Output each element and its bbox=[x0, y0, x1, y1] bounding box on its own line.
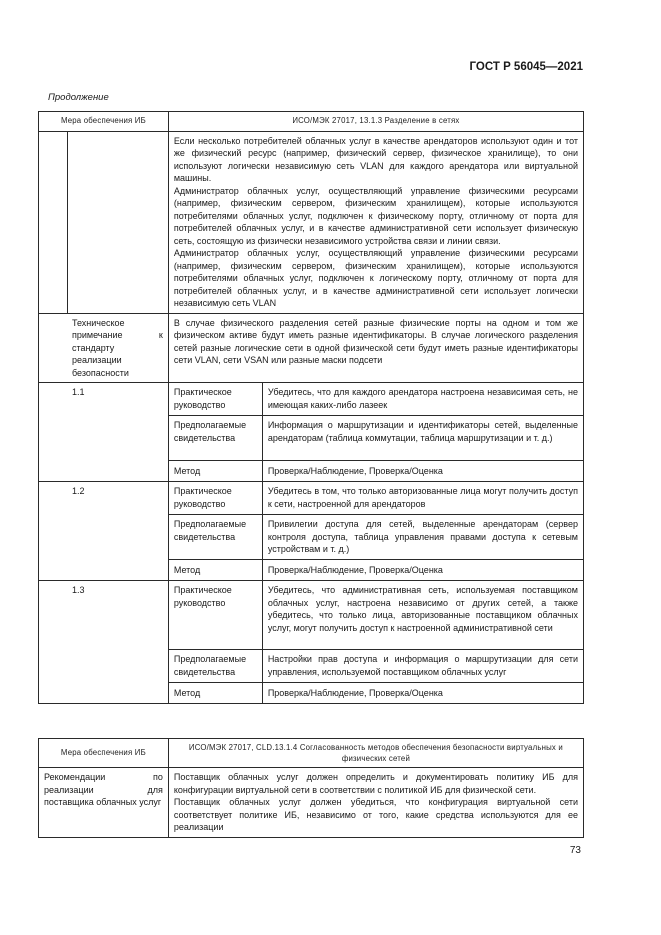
row-text: Убедитесь, что административная сеть, используемая поставщиком облачных услуг, настроена независимо от других сетей, а также убедитесь, что только лица, авторизованные поставщиком облачных услуг, могут получить доступ к настроенной административной сети bbox=[262, 581, 583, 650]
recommendation-paragraph: Поставщик облачных услуг должен определить и документировать политику ИБ для конфигурации виртуальной сети в соответствии с политикой ИБ для физической сети. bbox=[173, 772, 578, 795]
table2-header-measure: Мера обеспечения ИБ bbox=[39, 739, 169, 768]
row-text: Убедитесь, что для каждого арендатора настроена независимая сеть, не имеющая каких-либо лазеек bbox=[262, 383, 583, 416]
row-label: Практическое руководство bbox=[168, 482, 262, 515]
table1-header-measure: Мера обеспечения ИБ bbox=[39, 112, 169, 132]
row-label: Метод bbox=[168, 461, 262, 482]
tech-note-label: Техническое примечание к стандарту реализации безопасности bbox=[39, 313, 169, 383]
security-measure-table-1 bbox=[38, 111, 584, 704]
table2-header-iso-ref: ИСО/МЭК 27017, CLD.13.1.4 Согласованность методов обеспечения безопасности виртуальных и физических сетей bbox=[168, 739, 583, 768]
security-measure-table-2 bbox=[38, 738, 584, 838]
recommendations-text bbox=[168, 768, 583, 838]
row-label: Практическое руководство bbox=[168, 581, 262, 650]
row-label: Практическое руководство bbox=[168, 383, 262, 416]
page-number: 73 bbox=[569, 845, 581, 856]
row-label: Предполагаемые свидетельства bbox=[168, 416, 262, 461]
row-text: Проверка/Наблюдение, Проверка/Оценка bbox=[262, 683, 583, 704]
standard-code: ГОСТ Р 56045—2021 bbox=[469, 61, 583, 73]
recommendation-paragraph: Поставщик облачных услуг должен убедиться, что конфигурация виртуальной сети соответствует политике ИБ, независимо от того, какие средства используются для ее реализации bbox=[173, 797, 578, 832]
intro-paragraph: Если несколько потребителей облачных услуг в качестве арендаторов используют один и тот же физический ресурс (например, физический сервер, физическое хранилище), то они используют логически независимую сеть VLAN для каждого арендатора или виртуальной машины. bbox=[173, 135, 578, 183]
continuation-label: Продолжение bbox=[48, 92, 109, 103]
tech-note-text: В случае физического разделения сетей разные физические порты на одном и том же физическом активе будут иметь разные идентификаторы. В случае логического разделения сетей разные логические сети в одной физической сети будут иметь разные идентификаторы сети VLAN, сети VSAN или разные маски подсети bbox=[168, 313, 583, 383]
section-number: 1.3 bbox=[39, 581, 169, 704]
intro-paragraph: Администратор облачных услуг, осуществляющий управление физическими ресурсами (например, физическим сервером, физическим хранилищем), которые используются потребителями облачных услуг, подключен к физическому порту, отличному от порта для потребителей облачных услуг, и в качестве административной сети использует физическую сеть, состоящую из физически независимого устройства связи и линии связи. bbox=[173, 185, 578, 246]
row-text: Проверка/Наблюдение, Проверка/Оценка bbox=[262, 560, 583, 581]
row-text: Настройки прав доступа и информация о маршрутизации для сети управления, используемой поставщиком облачных услуг bbox=[262, 650, 583, 683]
row-label: Предполагаемые свидетельства bbox=[168, 650, 262, 683]
recommendations-label: Рекомендации по реализации для поставщика облачных услуг bbox=[39, 768, 169, 838]
intro-paragraph: Администратор облачных услуг, осуществляющий управление физическими ресурсами (например, физическим сервером, физическим хранилищем), которые используются потребителями облачных услуг, подключен к логическому порту, отличному от порта для потребителей облачных услуг, и в качестве административной сети использует логически независимую сеть VLAN bbox=[173, 248, 578, 308]
row-label: Метод bbox=[168, 560, 262, 581]
row-text: Проверка/Наблюдение, Проверка/Оценка bbox=[262, 461, 583, 482]
table1-intro-cell bbox=[168, 131, 583, 313]
row-text: Убедитесь в том, что только авторизованные лица могут получить доступ к сети, настроенной для арендаторов bbox=[262, 482, 583, 515]
section-number: 1.2 bbox=[39, 482, 169, 581]
row-text: Привилегии доступа для сетей, выделенные арендаторам (сервер контроля доступа, таблица управления правами доступа к сетевым устройствам и т. д.) bbox=[262, 515, 583, 560]
section-number: 1.1 bbox=[39, 383, 169, 482]
row-label: Метод bbox=[168, 683, 262, 704]
table1-header-iso-ref: ИСО/МЭК 27017, 13.1.3 Разделение в сетях bbox=[168, 112, 583, 132]
row-text: Информация о маршрутизации и идентификаторы сетей, выделенные арендаторам (таблица коммутации, таблица маршрутизации и т. д.) bbox=[262, 416, 583, 461]
row-label: Предполагаемые свидетельства bbox=[168, 515, 262, 560]
